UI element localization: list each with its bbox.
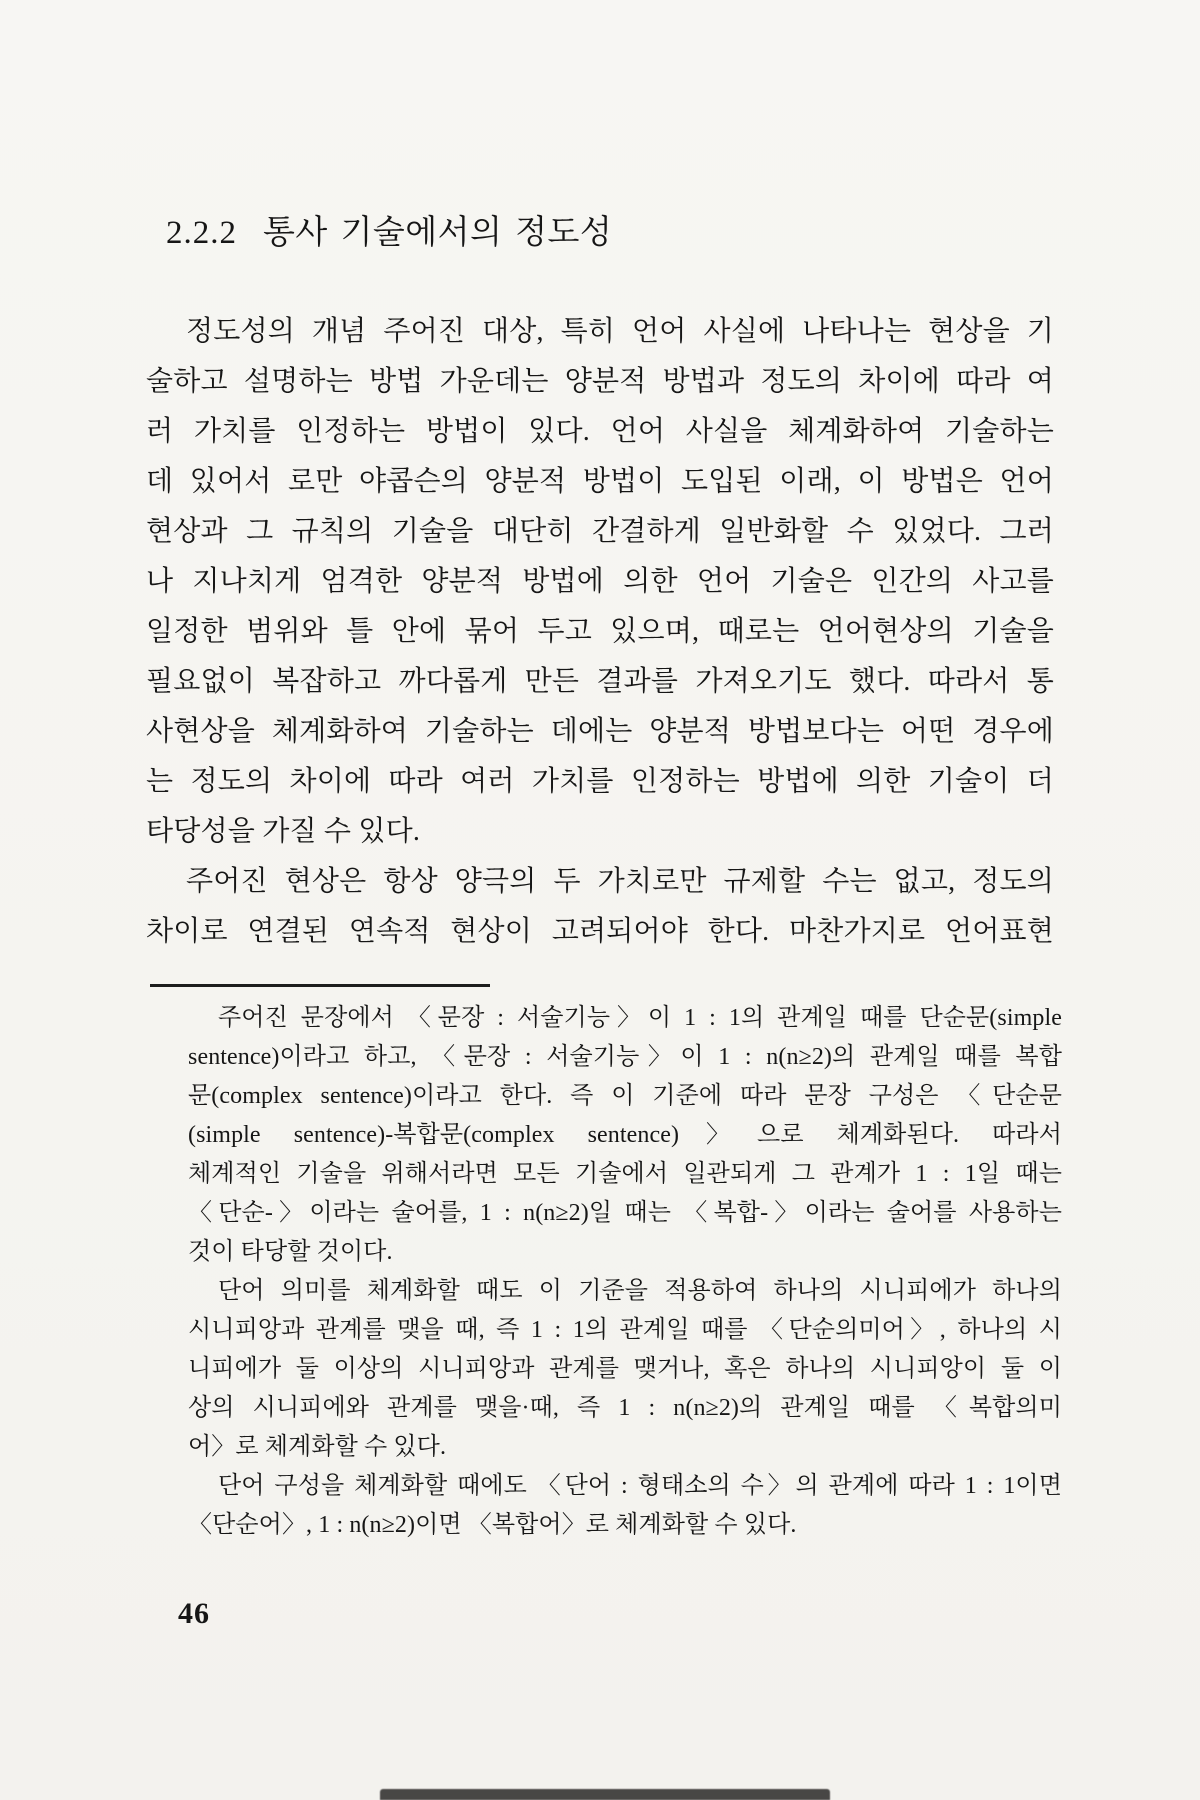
footnote-line: 〈단순어〉, 1 : n(n≥2)이면 〈복합어〉로 체계화할 수 있다. — [188, 1512, 797, 1538]
footnote-line: 니피에가 둘 이상의 시니피앙과 관계를 맺거나, 혹은 하나의 시니피앙이 둘 이 — [188, 1356, 1062, 1382]
footnote-line: 체계적인 기술을 위해서라면 모든 기술에서 일관되게 그 관계가 1 : 1일 때는 — [188, 1161, 1062, 1187]
body-text — [146, 307, 1054, 957]
footnote-line: (simple sentence)-복합문(complex sentence)〉으로 체계화된다. 따라서 — [188, 1122, 1062, 1148]
scan-edge-artifact — [380, 1789, 830, 1800]
page-number: 46 — [178, 1597, 210, 1630]
footnote-line: 어〉로 체계화할 수 있다. — [188, 1434, 447, 1460]
body-line: 는 정도의 차이에 따라 여러 가치를 인정하는 방법에 의한 기술이 더 — [146, 766, 1054, 797]
footnote-line: 주어진 문장에서 〈문장 : 서술기능〉이 1 : 1의 관계일 때를 단순문(simple — [218, 1005, 1062, 1031]
body-line: 필요없이 복잡하고 까다롭게 만든 결과를 가져오기도 했다. 따라서 통 — [146, 666, 1054, 697]
footnote-line: 것이 타당할 것이다. — [188, 1239, 393, 1265]
body-line: 데 있어서 로만 야콥슨의 양분적 방법이 도입된 이래, 이 방법은 언어 — [146, 466, 1054, 497]
footnote-line: 단어 구성을 체계화할 때에도 〈단어 : 형태소의 수〉의 관계에 따라 1 : 1이면 — [218, 1473, 1062, 1499]
body-line: 타당성을 가질 수 있다. — [146, 816, 421, 847]
footnote-separator — [150, 984, 490, 987]
body-line: 차이로 연결된 연속적 현상이 고려되어야 한다. 마찬가지로 언어표현 — [146, 916, 1054, 947]
body-line: 현상과 그 규칙의 기술을 대단히 간결하게 일반화할 수 있었다. 그러 — [146, 516, 1054, 547]
footnote-line: 시니피앙과 관계를 맺을 때, 즉 1 : 1의 관계일 때를 〈단순의미어〉, 하나의 시 — [188, 1317, 1062, 1343]
body-line: 일정한 범위와 틀 안에 묶어 두고 있으며, 때로는 언어현상의 기술을 — [146, 616, 1054, 647]
footnote-text — [188, 999, 1062, 1545]
footnote-line: 〈단순-〉이라는 술어를, 1 : n(n≥2)일 때는 〈복합-〉이라는 술어를 사용하는 — [188, 1200, 1062, 1226]
footnote-line: 단어 의미를 체계화할 때도 이 기준을 적용하여 하나의 시니피에가 하나의 — [218, 1278, 1062, 1304]
footnote-line: 상의 시니피에와 관계를 맺을·때, 즉 1 : n(n≥2)의 관계일 때를 〈복합의미 — [188, 1395, 1062, 1421]
footnote-line: sentence)이라고 하고, 〈문장 : 서술기능〉이 1 : n(n≥2)의 관계일 때를 복합 — [188, 1044, 1062, 1070]
body-line: 주어진 현상은 항상 양극의 두 가치로만 규제할 수는 없고, 정도의 — [186, 866, 1054, 897]
body-line: 술하고 설명하는 방법 가운데는 양분적 방법과 정도의 차이에 따라 여 — [146, 366, 1054, 397]
section-number: 2.2.2 — [166, 215, 237, 251]
footnote-line: 문(complex sentence)이라고 한다. 즉 이 기준에 따라 문장 구성은 〈단순문 — [188, 1083, 1062, 1109]
body-line: 나 지나치게 엄격한 양분적 방법에 의한 언어 기술은 인간의 사고를 — [146, 566, 1054, 597]
body-line: 정도성의 개념 주어진 대상, 특히 언어 사실에 나타나는 현상을 기 — [186, 316, 1054, 347]
section-title: 통사 기술에서의 정도성 — [263, 215, 613, 251]
body-line: 사현상을 체계화하여 기술하는 데에는 양분적 방법보다는 어떤 경우에 — [146, 716, 1054, 747]
body-line: 러 가치를 인정하는 방법이 있다. 언어 사실을 체계화하여 기술하는 — [146, 416, 1054, 447]
section-heading — [166, 212, 612, 254]
